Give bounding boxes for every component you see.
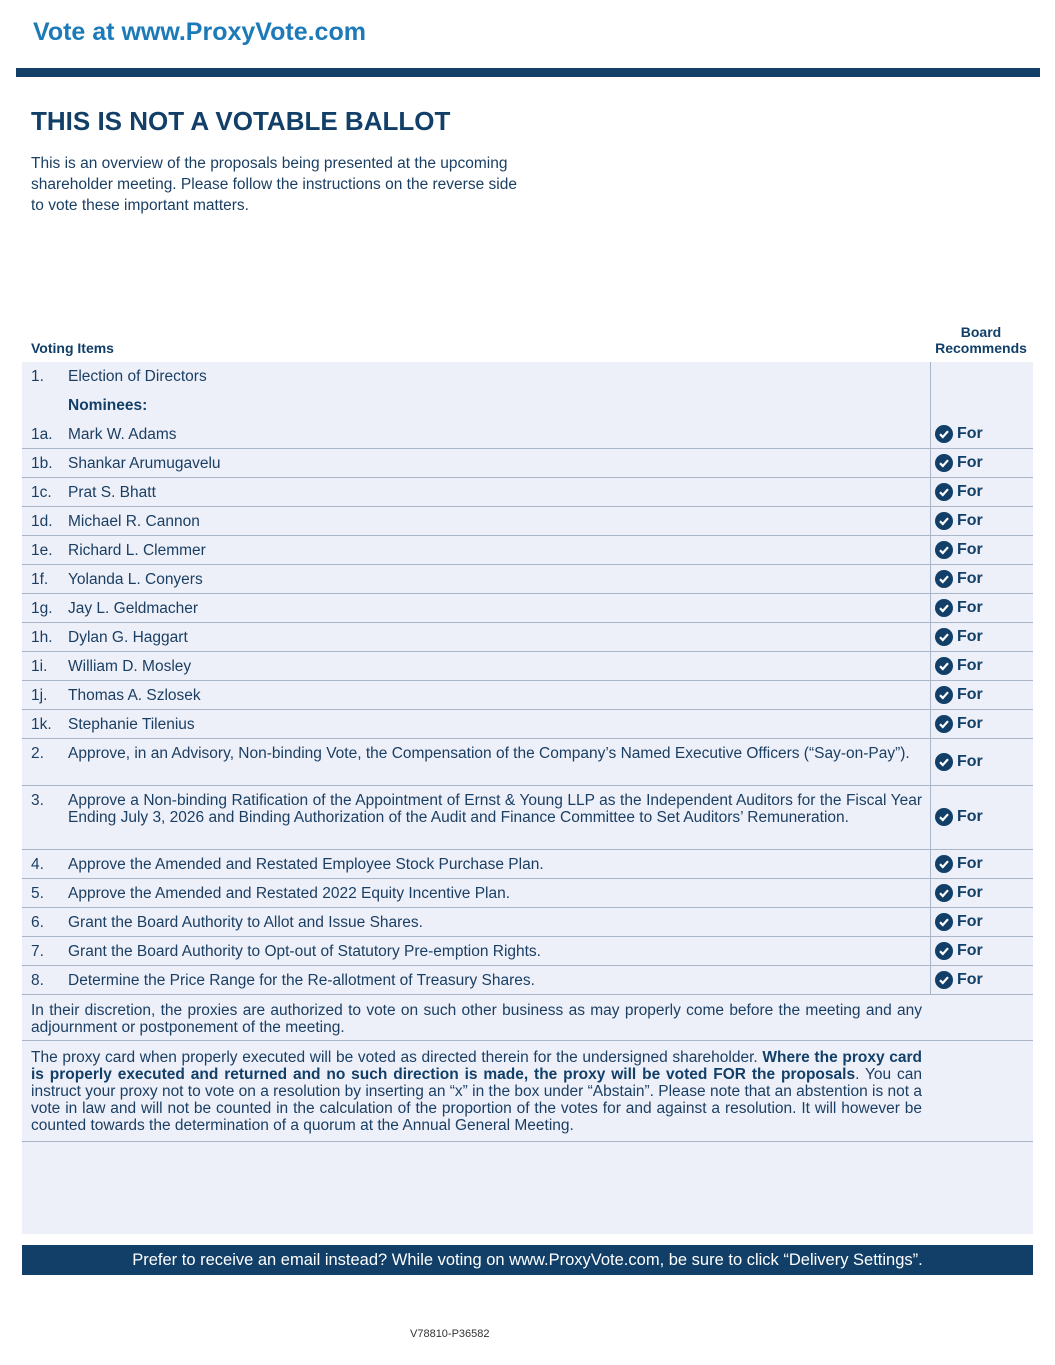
proposal-text: Approve the Amended and Restated Employee Stock Purchase Plan.	[68, 856, 544, 873]
nominee-name: Stephanie Tilenius	[68, 716, 195, 733]
recommendation-label: For	[957, 628, 983, 645]
header-divider	[16, 68, 1040, 77]
header-title: Vote at www.ProxyVote.com	[33, 18, 366, 46]
item-number: 5.	[31, 885, 44, 902]
recommendation-label: For	[957, 483, 983, 500]
discretion-note-row	[22, 995, 1033, 1041]
proxy-note-part2: . You can instruct your proxy not to vote on a resolution by inserting an “x” in the box under “Abstain”. Please note that an abstention is not a vote in law and will not be counted in the calculation of the proportion of the votes for and against a resolution. It will however be counted towards the determination of a quorum at the Annual General Meeting.	[31, 1066, 923, 1134]
proxy-note	[31, 1049, 922, 1134]
nominee-name: William D. Mosley	[68, 658, 192, 675]
recommendation	[935, 657, 983, 675]
proposal-text: Grant the Board Authority to Allot and Issue Shares.	[68, 914, 423, 931]
item-number: 1d.	[31, 513, 53, 530]
proposal-row	[22, 850, 1033, 879]
item-number: 2.	[31, 745, 44, 762]
item-number: 1c.	[31, 484, 52, 501]
nominee-name: Mark W. Adams	[68, 426, 177, 443]
discretion-note: In their discretion, the proxies are authorized to vote on such other business as may properly come before the meeting and any adjournment or postponement of the meeting.	[31, 1002, 922, 1036]
item-number: 4.	[31, 856, 44, 873]
nominee-row	[22, 594, 1033, 623]
email-delivery-banner	[22, 1245, 1033, 1275]
check-circle-icon	[935, 570, 953, 588]
recommendation-label: For	[957, 425, 983, 442]
check-circle-icon	[935, 657, 953, 675]
proposal-text: Grant the Board Authority to Opt-out of Statutory Pre-emption Rights.	[68, 943, 541, 960]
recommendation	[935, 599, 983, 617]
item-text: Election of Directors	[68, 368, 207, 385]
recommendation-label: For	[957, 855, 983, 872]
recommendation	[935, 686, 983, 704]
recommendation-label: For	[957, 570, 983, 587]
nominee-row	[22, 536, 1033, 565]
recommendation-label: For	[957, 657, 983, 674]
item-number: 8.	[31, 972, 44, 989]
nominee-name: Richard L. Clemmer	[68, 542, 206, 559]
proposal-text: Approve, in an Advisory, Non-binding Vote, the Compensation of the Company’s Named Executive Officers (“Say-on-Pay”).	[68, 745, 910, 762]
proposal-text: Approve a Non-binding Ratification of the Appointment of Ernst & Young LLP as the Independent Auditors for the Fiscal Year Ending July 3, 2026 and Binding Authorization of the Audit and Finance Committee to Set Auditors’ Remuneration.	[68, 792, 922, 826]
proposal-row	[22, 966, 1033, 995]
voting-items-table	[22, 362, 1033, 1142]
nominee-row	[22, 478, 1033, 507]
nominee-name: Michael R. Cannon	[68, 513, 200, 530]
nominee-name: Jay L. Geldmacher	[68, 600, 199, 617]
recommendation	[935, 913, 983, 931]
check-circle-icon	[935, 971, 953, 989]
nominee-name: Yolanda L. Conyers	[68, 571, 203, 588]
recommendation-label: For	[957, 753, 983, 770]
recommendation-label: For	[957, 715, 983, 732]
recommendation-label: For	[957, 942, 983, 959]
recommendation	[935, 570, 983, 588]
check-circle-icon	[935, 808, 953, 826]
proposal-text: Determine the Price Range for the Re-allotment of Treasury Shares.	[68, 972, 535, 989]
recommendation	[935, 541, 983, 559]
recommendation-label: For	[957, 541, 983, 558]
item-1-row	[22, 362, 1033, 391]
item-number: 3.	[31, 792, 44, 809]
board-recommends-line1: Board	[960, 324, 1002, 340]
check-circle-icon	[935, 942, 953, 960]
recommendation-label: For	[957, 512, 983, 529]
item-number: 1e.	[31, 542, 53, 559]
item-number: 1g.	[31, 600, 53, 617]
nominee-name: Prat S. Bhatt	[68, 484, 156, 501]
email-delivery-text: Prefer to receive an email instead? While voting on www.ProxyVote.com, be sure to click “Delivery Settings”.	[132, 1250, 923, 1269]
item-number: 1a.	[31, 426, 53, 443]
recommendation	[935, 808, 983, 826]
proposal-row	[22, 879, 1033, 908]
item-number: 6.	[31, 914, 44, 931]
proposal-row	[22, 937, 1033, 966]
nominee-row	[22, 420, 1033, 449]
nominees-label-row	[22, 391, 1033, 420]
recommendation	[935, 855, 983, 873]
check-circle-icon	[935, 884, 953, 902]
recommendation-label: For	[957, 686, 983, 703]
board-recommends-header	[928, 324, 1034, 356]
recommendation	[935, 483, 983, 501]
proposal-row	[22, 786, 1033, 850]
proxy-note-bold: Where the proxy card is properly executed and returned and no such direction is made, the proxy will be voted FOR the proposals	[31, 1049, 922, 1083]
recommendation-label: For	[957, 971, 983, 988]
recommendation	[935, 971, 983, 989]
recommendation	[935, 753, 983, 771]
check-circle-icon	[935, 855, 953, 873]
recommendation	[935, 425, 983, 443]
recommendation-label: For	[957, 454, 983, 471]
recommendation-label: For	[957, 913, 983, 930]
proxy-note-part1: The proxy card when properly executed will be voted as directed therein for the undersigned shareholder.	[31, 1049, 763, 1066]
recommendation	[935, 454, 983, 472]
recommendation	[935, 715, 983, 733]
nominee-row	[22, 449, 1033, 478]
proposal-row	[22, 908, 1033, 937]
check-circle-icon	[935, 628, 953, 646]
document-code: V78810-P36582	[410, 1328, 490, 1340]
nominees-label: Nominees:	[68, 397, 148, 414]
item-number: 1b.	[31, 455, 53, 472]
recommendation	[935, 942, 983, 960]
nominee-row	[22, 623, 1033, 652]
recommendation	[935, 884, 983, 902]
nominee-row	[22, 710, 1033, 739]
check-circle-icon	[935, 686, 953, 704]
nominee-row	[22, 652, 1033, 681]
recommendation-label: For	[957, 599, 983, 616]
recommendation-label: For	[957, 884, 983, 901]
check-circle-icon	[935, 541, 953, 559]
voting-items-header: Voting Items	[31, 340, 114, 356]
item-number: 1h.	[31, 629, 53, 646]
nominee-row	[22, 565, 1033, 594]
check-circle-icon	[935, 715, 953, 733]
nominee-name: Dylan G. Haggart	[68, 629, 188, 646]
proxy-note-row	[22, 1041, 1033, 1142]
item-number: 1.	[31, 368, 44, 385]
check-circle-icon	[935, 599, 953, 617]
check-circle-icon	[935, 454, 953, 472]
nominee-row	[22, 507, 1033, 536]
item-number: 1f.	[31, 571, 49, 588]
nominee-name: Thomas A. Szlosek	[68, 687, 201, 704]
item-number: 1k.	[31, 716, 52, 733]
item-number: 7.	[31, 943, 44, 960]
intro-text: This is an overview of the proposals being presented at the upcoming shareholder meeting. Please follow the instructions on the reverse side to vote these important matters.	[31, 155, 517, 214]
nominee-name: Shankar Arumugavelu	[68, 455, 221, 472]
item-number: 1i.	[31, 658, 48, 675]
recommendation	[935, 512, 983, 530]
check-circle-icon	[935, 512, 953, 530]
check-circle-icon	[935, 913, 953, 931]
recommendation-label: For	[957, 808, 983, 825]
board-recommends-line2: Recommends	[935, 340, 1027, 356]
item-number: 1j.	[31, 687, 48, 704]
check-circle-icon	[935, 425, 953, 443]
check-circle-icon	[935, 753, 953, 771]
proposal-text: Approve the Amended and Restated 2022 Equity Incentive Plan.	[68, 885, 511, 902]
check-circle-icon	[935, 483, 953, 501]
page-title: THIS IS NOT A VOTABLE BALLOT	[31, 106, 451, 136]
recommendation	[935, 628, 983, 646]
proposal-row	[22, 739, 1033, 786]
nominee-row	[22, 681, 1033, 710]
